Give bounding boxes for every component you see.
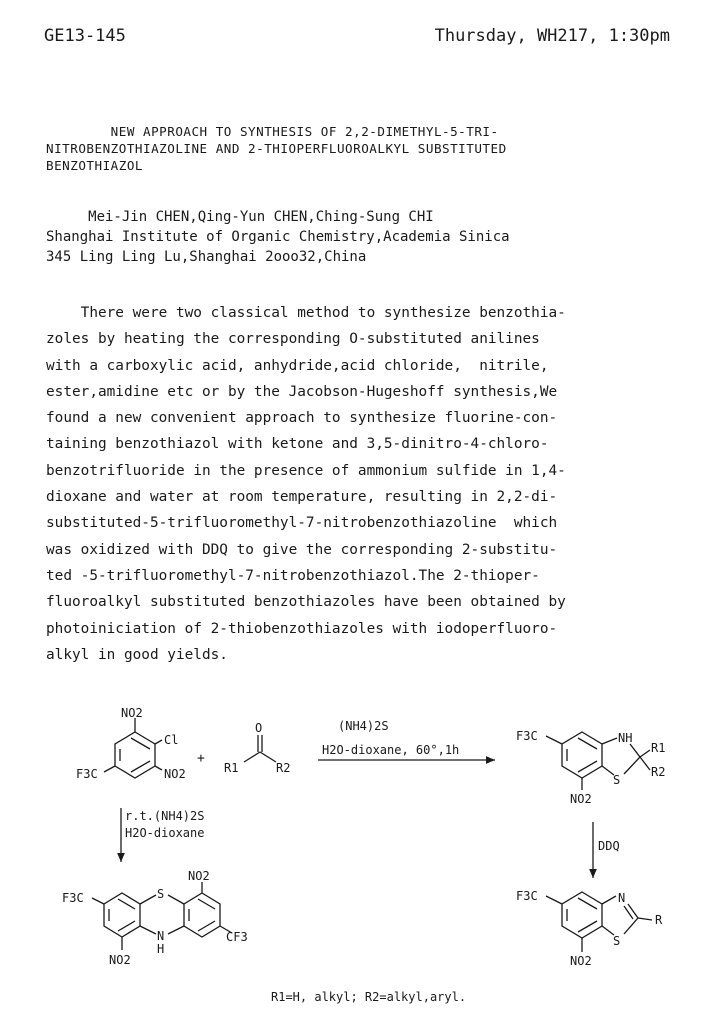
label-no2: NO2 bbox=[570, 792, 592, 806]
abstract-line: taining benzothiazol with ketone and 3,5-dinitro-4-chloro- bbox=[46, 436, 549, 453]
reagent-water-dioxane: H2O-dioxane bbox=[125, 826, 205, 840]
label-f3c: F3C bbox=[516, 889, 538, 903]
reagent-ammonium-sulfide: (NH4)2S bbox=[338, 719, 389, 733]
reagent-rt-ammonium-sulfide: r.t.(NH4)2S bbox=[125, 809, 205, 823]
abstract-line: dioxane and water at room temperature, resulting in 2,2-di- bbox=[46, 489, 558, 506]
label-f3c: F3C bbox=[516, 729, 538, 743]
label-r1: R1 bbox=[651, 741, 666, 755]
label-f3c: F3C bbox=[62, 891, 84, 905]
label-h: H bbox=[157, 942, 165, 956]
title-line: NITROBENZOTHIAZOLINE AND 2-THIOPERFLUOROALKYL SUBSTITUTED bbox=[46, 141, 507, 156]
author-names: Mei-Jin CHEN,Qing-Yun CHEN,Ching-Sung CHI bbox=[46, 209, 434, 225]
label-s: S bbox=[157, 887, 165, 901]
label-f3c: F3C bbox=[76, 767, 98, 781]
product-benzothiazoline bbox=[546, 732, 650, 790]
abstract-line: photoiniciation of 2-thiobenzothiazoles with iodoperfluoro- bbox=[46, 620, 558, 637]
abstract-code: GE13-145 bbox=[44, 26, 126, 46]
author-block bbox=[46, 207, 510, 267]
reaction-scheme bbox=[0, 690, 704, 1020]
abstract-line: alkyl in good yields. bbox=[46, 646, 228, 663]
reactant-ketone bbox=[244, 735, 276, 762]
session-info: Thursday, WH217, 1:30pm bbox=[434, 26, 670, 46]
plus-sign: + bbox=[197, 751, 205, 766]
label-r1: R1 bbox=[224, 761, 239, 775]
title-line: BENZOTHIAZOL bbox=[46, 158, 143, 173]
label-nh: NH bbox=[618, 731, 633, 745]
abstract-line: There were two classical method to synthesize benzothia- bbox=[46, 305, 566, 321]
label-cf3: CF3 bbox=[226, 930, 248, 944]
author-institute: Shanghai Institute of Organic Chemistry,Academia Sinica bbox=[46, 229, 510, 245]
label-no2: NO2 bbox=[188, 869, 210, 883]
label-cl: Cl bbox=[164, 733, 179, 747]
abstract-line: substituted-5-trifluoromethyl-7-nitrobenzothiazoline which bbox=[46, 515, 558, 532]
reagent-ddq: DDQ bbox=[598, 839, 620, 853]
abstract-line: ester,amidine etc or by the Jacobson-Hugeshoff synthesis,We bbox=[46, 383, 558, 400]
author-address: 345 Ling Ling Lu,Shanghai 2ooo32,China bbox=[46, 249, 367, 265]
label-no2: NO2 bbox=[121, 706, 143, 720]
abstract-line: with a carboxylic acid, anhydride,acid chloride, nitrile, bbox=[46, 357, 549, 374]
label-no2: NO2 bbox=[570, 954, 592, 968]
abstract-line: ted -5-trifluoromethyl-7-nitrobenzothiazol.The 2-thioper- bbox=[46, 567, 540, 584]
label-n: N bbox=[157, 929, 165, 943]
abstract-line: was oxidized with DDQ to give the corresponding 2-substitu- bbox=[46, 541, 558, 558]
reagent-conditions: H2O-dioxane, 60°,1h bbox=[322, 743, 460, 757]
label-no2: NO2 bbox=[109, 953, 131, 967]
abstract-line: found a new convenient approach to synthesize fluorine-con- bbox=[46, 410, 558, 427]
label-r2: R2 bbox=[276, 761, 291, 775]
label-r2: R2 bbox=[651, 765, 666, 779]
label-s: S bbox=[613, 773, 621, 787]
product-benzothiazole bbox=[546, 892, 652, 952]
abstract-line: fluoroalkyl substituted benzothiazoles have been obtained by bbox=[46, 594, 566, 611]
reactant-dinitrochlorobenzene bbox=[104, 718, 162, 778]
label-s: S bbox=[613, 934, 621, 948]
label-no2: NO2 bbox=[164, 767, 186, 781]
label-r: R bbox=[655, 913, 663, 927]
abstract-line: benzotrifluoride in the presence of ammonium sulfide in 1,4- bbox=[46, 462, 566, 479]
paper-title bbox=[46, 123, 666, 174]
label-n: N bbox=[618, 891, 626, 905]
abstract-line: zoles by heating the corresponding O-substituted anilines bbox=[46, 331, 540, 348]
label-o: O bbox=[255, 721, 263, 735]
title-line: NEW APPROACH TO SYNTHESIS OF 2,2-DIMETHYL-5-TRI- bbox=[46, 124, 499, 139]
abstract-body bbox=[46, 300, 676, 668]
scheme-caption: R1=H, alkyl; R2=alkyl,aryl. bbox=[271, 990, 467, 1004]
